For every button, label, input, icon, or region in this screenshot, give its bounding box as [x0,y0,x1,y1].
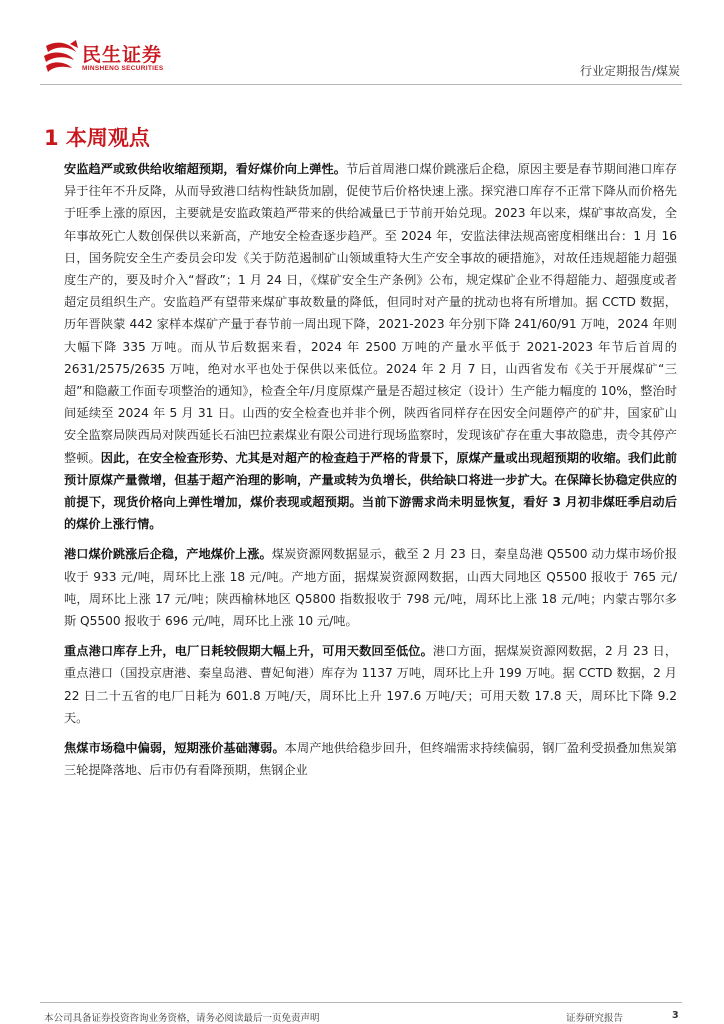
brand-name-en: MINSHENG SECURITIES [82,65,164,72]
header-divider [40,84,682,85]
paragraph-lead: 重点港口库存上升，电厂日耗较假期大幅上升，可用天数回至低位。 [64,644,433,659]
report-type: 行业定期报告/煤炭 [579,64,680,78]
paragraph-coking-coal [64,737,677,781]
minsheng-logo [40,38,200,78]
paragraph-body: 港口方面，据煤炭资源网数据，2 月 23 日，重点港口（国投京唐港、秦皇岛港、曹妃甸港）库存为 1137 万吨，周环比上升 199 万吨。据 CCTD 数据，2 月 22 日二十五省的电厂日耗为 601.8 万吨/天，周环比上升 197.6 万吨/天；可用天数 17.8 天，周环比下降 9.2 天。 [64,644,678,725]
paragraph-body: 本周产地供给稳步回升，但终端需求持续偏弱，钢厂盈利受损叠加焦炭第三轮提降落地、后市仍有看降预期，焦钢企业 [64,741,678,778]
paragraph-lead: 港口煤价跳涨后企稳，产地煤价上涨。 [64,547,272,562]
page-header [0,0,724,90]
section-title: 1 本周观点 [44,126,150,150]
footer-divider [40,1002,682,1003]
minsheng-logo-icon [40,38,80,78]
paragraph-port-price [64,543,677,632]
footer-disclaimer: 本公司具备证券投资咨询业务资格，请务必阅读最后一页免责声明 [44,1013,320,1024]
page-number: 3 [672,1010,679,1021]
paragraph-conclusion: 因此，在安全检查形势、尤其是对超产的检查趋于严格的背景下，原煤产量或出现超预期的收缩。我们此前预计原煤产量微增，但基于超产治理的影响，产量或转为负增长，供给缺口将进一步扩大。在保障长协稳定供应的前提下，现货价格向上弹性增加，煤价表现或超预期。当前下游需求尚未明显恢复，看好 3 月初非煤旺季启动后的煤价上涨行情。 [64,450,678,532]
footer-label: 证券研究报告 [566,1013,624,1024]
paragraph-inventory [64,640,677,729]
paragraph-body: 节后首周港口煤价跳涨后企稳，原因主要是春节期间港口库存异于往年不升反降，从而导致港口结构性缺货加剧，促使节后价格快速上涨。探究港口库存不正常下降从而价格先于旺季上涨的原因，主要就是安监政策趋严带来的供给减量已于节前开始兑现。2023 年以来，煤矿事故高发，全年事故死亡人数创保供以来新高，产地安全检查逐步趋严。至 2024 年，安监法律法规高密度相继出台：1 月 16 日，国务院安全生产委员会印发《关于防范遏制矿山领域重特大生产安全事故的硬措施》，对故任违规超能力超强度生产的，要及时介入“督政”；1 月 24 日，《煤矿安全生产条例》公布，规定煤矿企业不得超能力、超强度或者超定员组织生产。安监趋严有望带来煤矿事故数量的降低，但同时对产量的扰动也将有所增加。据 CCTD 数据，历年晋陕蒙 442 家样本煤矿产量于春节前一周出现下降，2021-2023 年分别下降 241/60/91 万吨，2024 年则大幅下降 335 万吨。而从节后数据来看，2024 年 2500 万吨的产量水平低于 2021-2023 年节后首周的 2631/2575/2635 万吨，绝对水平也处于保供以来低位。2024 年 2 月 7 日，山西省发布《关于开展煤矿“三超”和隐蔽工作面专项整治的通知》，检查全年/月度原煤产量是否超过核定（设计）生产能力幅度的 10%，整治时间延续至 2024 年 5 月 31 日。山西的安全检查也并非个例，陕西省同样存在因安全问题停产的矿井，国家矿山安全监察局陕西局对陕西延长石油巴拉素煤业有限公司进行现场监察时，发现该矿存在重大事故隐患，责令其停产整顿。 [64,162,678,465]
brand-name-cn: 民生证券 [82,44,163,66]
paragraph-supply [64,158,677,535]
report-body [64,158,677,789]
paragraph-body: 煤炭资源网数据显示，截至 2 月 23 日，秦皇岛港 Q5500 动力煤市场价报收于 933 元/吨，周环比上涨 18 元/吨。产地方面，据煤炭资源网数据，山西大同地区 Q5500 报收于 765 元/吨，周环比上涨 17 元/吨；陕西榆林地区 Q5800 指数报收于 798 元/吨，周环比上涨 18 元/吨；内蒙古鄂尔多斯 Q5500 报收于 696 元/吨，周环比上涨 10 元/吨。 [64,547,678,629]
paragraph-lead: 安监趋严或致供给收缩超预期，看好煤价向上弹性。 [64,162,347,176]
paragraph-lead: 焦煤市场稳中偏弱，短期涨价基础薄弱。 [64,741,285,756]
